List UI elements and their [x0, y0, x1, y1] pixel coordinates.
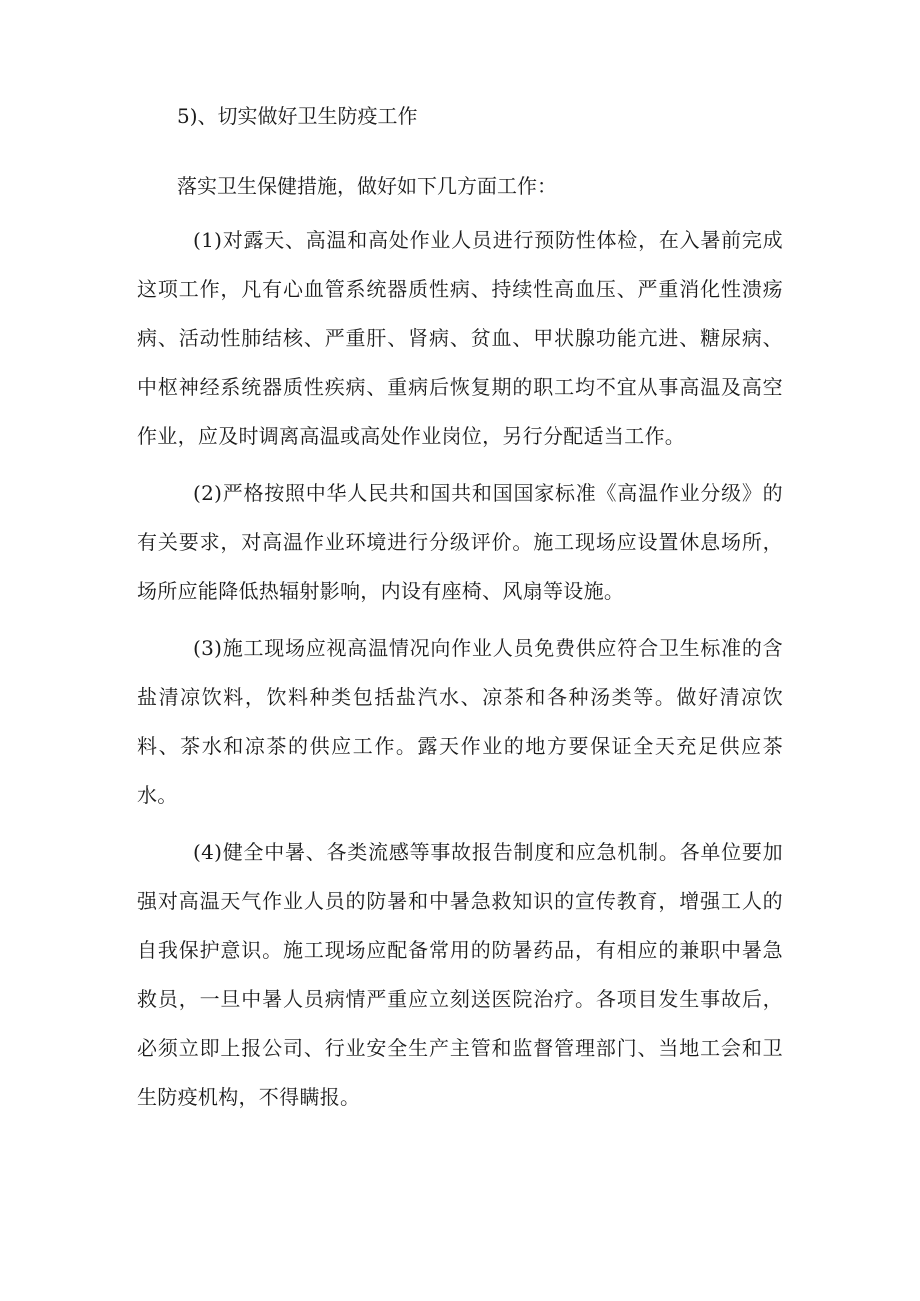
- paragraph-1: (1)对露天、高温和高处作业人员进行预防性体检，在入暑前完成这项工作，凡有心血管系统器质性病、持续性高血压、严重消化性溃疡病、活动性肺结核、严重肝、肾病、贫血、甲状腺功能亢进、糖尿病、中枢神经系统器质性疾病、重病后恢复期的职工均不宜从事高温及高空作业，应及时调离高温或高处作业岗位，另行分配适当工作。: [137, 228, 783, 448]
- intro-paragraph: 落实卫生保健措施，做好如下几方面工作：: [177, 174, 557, 198]
- paragraph-3: (3)施工现场应视高温情况向作业人员免费供应符合卫生标准的含盐清凉饮料，饮料种类包括盐汽水、凉茶和各种汤类等。做好清凉饮料、茶水和凉茶的供应工作。露天作业的地方要保证全天充足供应茶水。: [137, 636, 783, 807]
- section-heading: 5)、切实做好卫生防疫工作: [177, 104, 418, 128]
- paragraph-2: (2)严格按照中华人民共和国共和国国家标准《高温作业分级》的有关要求，对高温作业环境进行分级评价。施工现场应设置休息场所，场所应能降低热辐射影响，内设有座椅、风扇等设施。: [137, 481, 783, 603]
- paragraph-4: (4)健全中暑、各类流感等事故报告制度和应急机制。各单位要加强对高温天气作业人员的防暑和中暑急救知识的宣传教育，增强工人的自我保护意识。施工现场应配备常用的防暑药品，有相应的兼职中暑急救员，一旦中暑人员病情严重应立刻送医院治疗。各项目发生事故后，必须立即上报公司、行业安全生产主管和监督管理部门、当地工会和卫生防疫机构，不得瞒报。: [137, 840, 783, 1109]
- document-body: [137, 94, 783, 1130]
